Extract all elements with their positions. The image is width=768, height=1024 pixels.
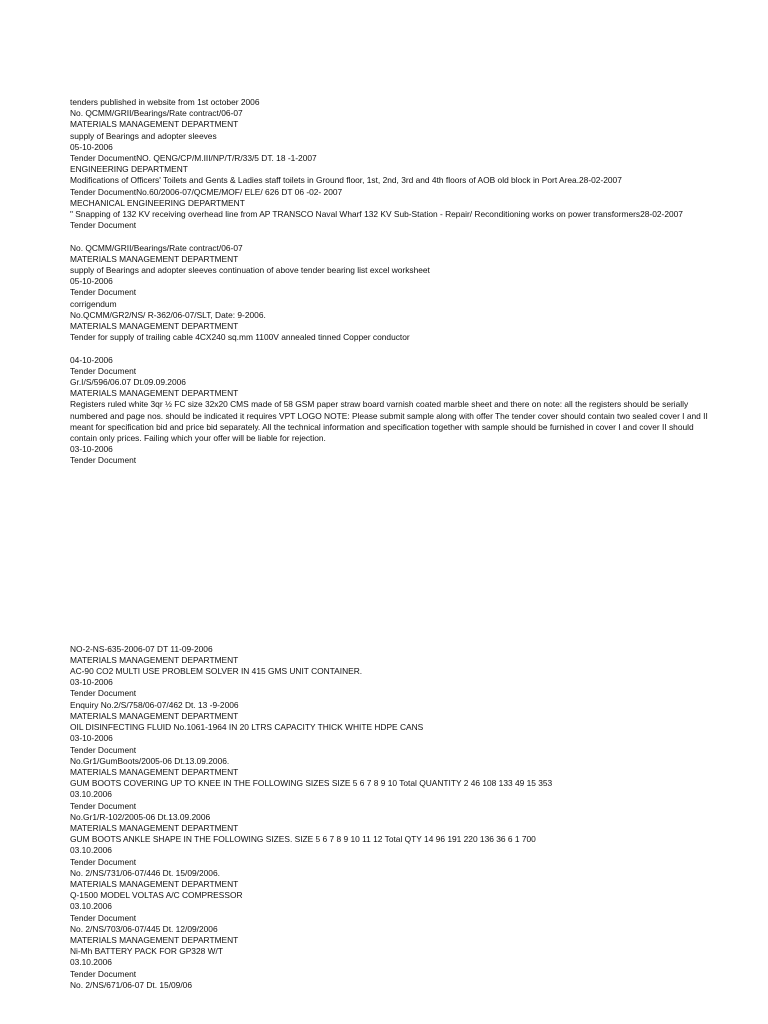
doc-line: No.Gr1/GumBoots/2005-06 Dt.13.09.2006. [70,755,230,766]
doc-line: Registers ruled white 3qr ½ FC size 32x20 CMS made of 58 GSM paper straw board varnish coated marble sheet and there on note: all the registers should be serially numbered and page nos. should be indicated it requires VPT LOGO NOTE: Please submit sample along with offer The tender cover should contain two sealed cover I and II meant for specification bid and price bid separately. All the technical information and specification together with sample should be furnished in cover I and cover II should contain only prices. Failing which your offer will be liable for rejection. [70,399,711,444]
doc-line: 03.10.2006 [70,957,112,968]
doc-line: Q-1500 MODEL VOLTAS A/C COMPRESSOR [70,890,243,901]
doc-line: 03.10.2006 [70,789,112,800]
doc-line: 03.10.2006 [70,901,112,912]
doc-line: No. QCMM/GRII/Bearings/Rate contract/06-07 [70,242,243,253]
doc-line: MATERIALS MANAGEMENT DEPARTMENT [70,119,239,130]
doc-line: Tender Document [70,968,137,979]
doc-line: " Snapping of 132 KV receiving overhead line from AP TRANSCO Naval Wharf 132 KV Sub-Station - Repair/ Reconditioning works on power transformers28-02-2007 [70,209,683,220]
doc-line: tenders published in website from 1st october 2006 [70,97,260,107]
doc-line: 04-10-2006 [70,354,113,365]
doc-line: MATERIALS MANAGEMENT DEPARTMENT [70,710,239,721]
doc-line: MECHANICAL ENGINEERING DEPARTMENT [70,197,245,208]
doc-line: 05-10-2006 [70,276,113,287]
doc-line: AC-90 CO2 MULTI USE PROBLEM SOLVER IN 415 GMS UNIT CONTAINER. [70,666,363,677]
doc-line: supply of Bearings and adopter sleeves [70,130,217,141]
doc-line: MATERIALS MANAGEMENT DEPARTMENT [70,321,239,332]
doc-line: Tender Document [70,220,137,231]
spacer [70,343,710,354]
doc-line: GUM BOOTS ANKLE SHAPE IN THE FOLLOWING SIZES. SIZE 5 6 7 8 9 10 11 12 Total QTY 14 96 191 220 136 36 6 1 700 [70,834,536,845]
doc-line: MATERIALS MANAGEMENT DEPARTMENT [70,934,239,945]
doc-line: 03.10.2006 [70,845,112,856]
doc-line: Ni-Mh BATTERY PACK FOR GP328 W/T [70,946,223,957]
doc-line: MATERIALS MANAGEMENT DEPARTMENT [70,388,239,399]
section-top [70,97,710,231]
doc-line: 03-10-2006 [70,444,113,455]
doc-line: supply of Bearings and adopter sleeves continuation of above tender bearing list excel worksheet [70,265,430,276]
doc-line: OIL DISINFECTING FLUID No.1061-1964 IN 20 LTRS CAPACITY THICK WHITE HDPE CANS [70,722,424,733]
doc-line: Tender DocumentNo.60/2006-07/QCME/MOF/ ELE/ 626 DT 06 -02- 2007 [70,186,343,197]
doc-line: Gr.I/S/596/06.07 Dt.09.09.2006 [70,377,186,388]
doc-line: Tender Document [70,287,137,298]
spacer [70,231,710,242]
doc-line: Tender Document [70,912,137,923]
doc-line: ENGINEERING DEPARTMENT [70,164,188,175]
doc-line: No. 2/NS/671/06-07 Dt. 15/09/06 [70,979,192,990]
doc-line: No.Gr1/R-102/2005-06 Dt.13.09.2006 [70,811,211,822]
doc-line: Tender Document [70,455,137,466]
doc-line: 05-10-2006 [70,141,113,152]
doc-line: Tender Document [70,744,137,755]
document-page [70,97,710,991]
doc-line: No. QCMM/GRII/Bearings/Rate contract/06-07 [70,108,243,119]
doc-line: Enquiry No.2/S/758/06-07/462 Dt. 13 -9-2006 [70,699,239,710]
doc-line: Tender DocumentNO. QENG/CP/M.III/NP/T/R/33/5 DT. 18 -1-2007 [70,153,317,164]
doc-line: GUM BOOTS COVERING UP TO KNEE IN THE FOLLOWING SIZES SIZE 5 6 7 8 9 10 Total QUANTITY 2 46 108 133 49 15 353 [70,778,553,789]
doc-line: No. 2/NS/731/06-07/446 Dt. 15/09/2006. [70,867,220,878]
doc-line: Tender Document [70,856,137,867]
doc-line: MATERIALS MANAGEMENT DEPARTMENT [70,822,239,833]
doc-line: MATERIALS MANAGEMENT DEPARTMENT [70,253,239,264]
doc-line: Tender Document [70,365,137,376]
section-registers [70,355,710,467]
doc-line: MATERIALS MANAGEMENT DEPARTMENT [70,878,239,889]
doc-line: Tender Document [70,800,137,811]
doc-line: corrigendum [70,298,117,309]
section-middle [70,243,710,344]
doc-line: 03-10-2006 [70,733,113,744]
doc-line: No. 2/NS/703/06-07/445 Dt. 12/09/2006 [70,923,218,934]
doc-line: No.QCMM/GR2/NS/ R-362/06-07/SLT, Date: 9-2006. [70,309,266,320]
blank-area [70,467,710,644]
doc-line: NO-2-NS-635-2006-07 DT 11-09-2006 [70,643,213,654]
doc-line: Modifications of Officers' Toilets and Gents & Ladies staff toilets in Ground floor, 1st, 2nd, 3rd and 4th floors of AOB old block in Port Area.28-02-2007 [70,175,622,186]
section-bottom [70,644,710,991]
doc-line: 03-10-2006 [70,677,113,688]
doc-line: MATERIALS MANAGEMENT DEPARTMENT [70,654,239,665]
doc-line: MATERIALS MANAGEMENT DEPARTMENT [70,766,239,777]
doc-line: Tender Document [70,688,137,699]
doc-line: Tender for supply of trailing cable 4CX240 sq.mm 1100V annealed tinned Copper conductor [70,332,410,343]
